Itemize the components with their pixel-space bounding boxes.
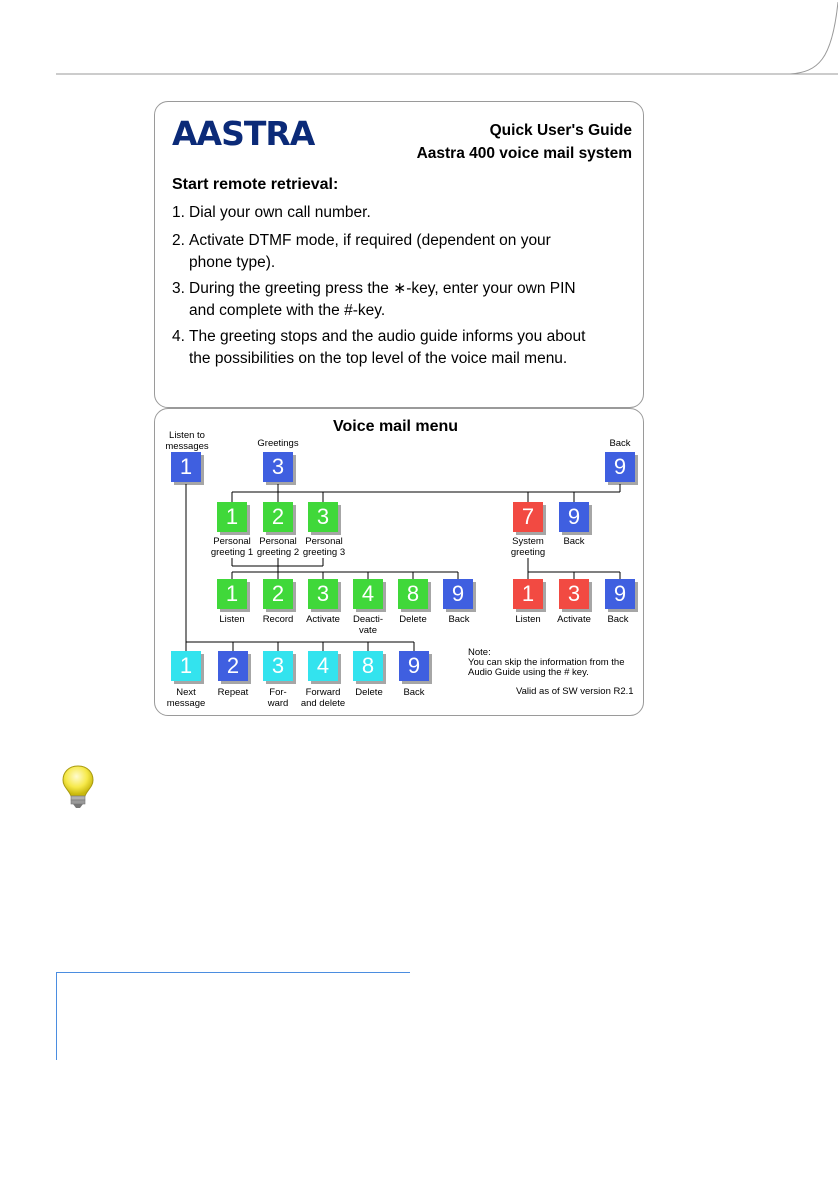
- key-pg-listen: 1: [217, 579, 247, 609]
- key-listen-messages: 1: [171, 452, 201, 482]
- personal-greeting-3-label: Personal greeting 3: [302, 536, 346, 558]
- pg-back-label: Back: [448, 614, 470, 625]
- key-msg-next: 1: [171, 651, 201, 681]
- lightbulb-icon: [60, 764, 96, 810]
- sg-activate-label: Activate: [557, 614, 591, 625]
- key-msg-forward: 3: [263, 651, 293, 681]
- menu-title: Voice mail menu: [333, 418, 459, 435]
- key-msg-delete: 8: [353, 651, 383, 681]
- pg-listen-label: Listen: [219, 614, 245, 625]
- key-pg-record: 2: [263, 579, 293, 609]
- greetings-back-label: Back: [563, 536, 585, 547]
- pg-activate-label: Activate: [306, 614, 340, 625]
- key-msg-forward-delete: 4: [308, 651, 338, 681]
- key-msg-back: 9: [399, 651, 429, 681]
- guide-subtitle: Aastra 400 voice mail system: [416, 145, 632, 162]
- retrieval-step-3: 3. During the greeting press the ∗-key, enter your own PIN and complete with the #-key.: [172, 280, 576, 319]
- msg-repeat-label: Repeat: [217, 687, 249, 698]
- key-personal-greeting-2: 2: [263, 502, 293, 532]
- version-note: Valid as of SW version R2.1: [516, 686, 634, 697]
- key-sg-back: 9: [605, 579, 635, 609]
- guide-title: Quick User's Guide: [489, 122, 632, 139]
- personal-greeting-2-label: Personal greeting 2: [256, 536, 300, 558]
- section-rule-vertical: [56, 972, 57, 1060]
- page-header-decoration: [0, 0, 838, 80]
- pg-delete-label: Delete: [399, 614, 427, 625]
- sg-back-label: Back: [607, 614, 629, 625]
- msg-forward-delete-label: Forward and delete: [300, 687, 346, 709]
- key-pg-activate: 3: [308, 579, 338, 609]
- key-personal-greeting-1: 1: [217, 502, 247, 532]
- key-personal-greeting-3: 3: [308, 502, 338, 532]
- personal-greeting-1-label: Personal greeting 1: [210, 536, 254, 558]
- note-title: Note:: [468, 647, 491, 658]
- aastra-logo: AASTRA: [172, 114, 315, 153]
- key-system-greeting: 7: [513, 502, 543, 532]
- listen-messages-label: Listen to messages: [165, 430, 209, 452]
- key-greetings-back: 9: [559, 502, 589, 532]
- key-sg-activate: 3: [559, 579, 589, 609]
- key-pg-deactivate: 4: [353, 579, 383, 609]
- msg-back-label: Back: [403, 687, 425, 698]
- key-pg-back: 9: [443, 579, 473, 609]
- greetings-label: Greetings: [257, 438, 299, 449]
- msg-forward-label: For- ward: [267, 687, 289, 709]
- key-sg-listen: 1: [513, 579, 543, 609]
- msg-next-label: Next message: [166, 687, 206, 709]
- pg-record-label: Record: [262, 614, 294, 625]
- system-greeting-label: System greeting: [510, 536, 546, 558]
- key-pg-delete: 8: [398, 579, 428, 609]
- retrieval-step-4: 4. The greeting stops and the audio guide informs you about the possibilities on the top level of the voice mail menu.: [172, 328, 586, 367]
- retrieval-step-2: 2. Activate DTMF mode, if required (dependent on your phone type).: [172, 232, 551, 271]
- note-line-2: Audio Guide using the # key.: [468, 667, 589, 678]
- section-rule: [56, 972, 410, 973]
- retrieval-step-1: 1. Dial your own call number.: [172, 204, 371, 221]
- msg-delete-label: Delete: [355, 687, 383, 698]
- key-greetings: 3: [263, 452, 293, 482]
- key-msg-repeat: 2: [218, 651, 248, 681]
- pg-deactivate-label: Deacti- vate: [352, 614, 384, 636]
- sg-listen-label: Listen: [515, 614, 541, 625]
- retrieval-heading: Start remote retrieval:: [172, 176, 339, 193]
- top-back-label: Back: [609, 438, 631, 449]
- key-top-back: 9: [605, 452, 635, 482]
- note-line-1: You can skip the information from the: [468, 657, 625, 668]
